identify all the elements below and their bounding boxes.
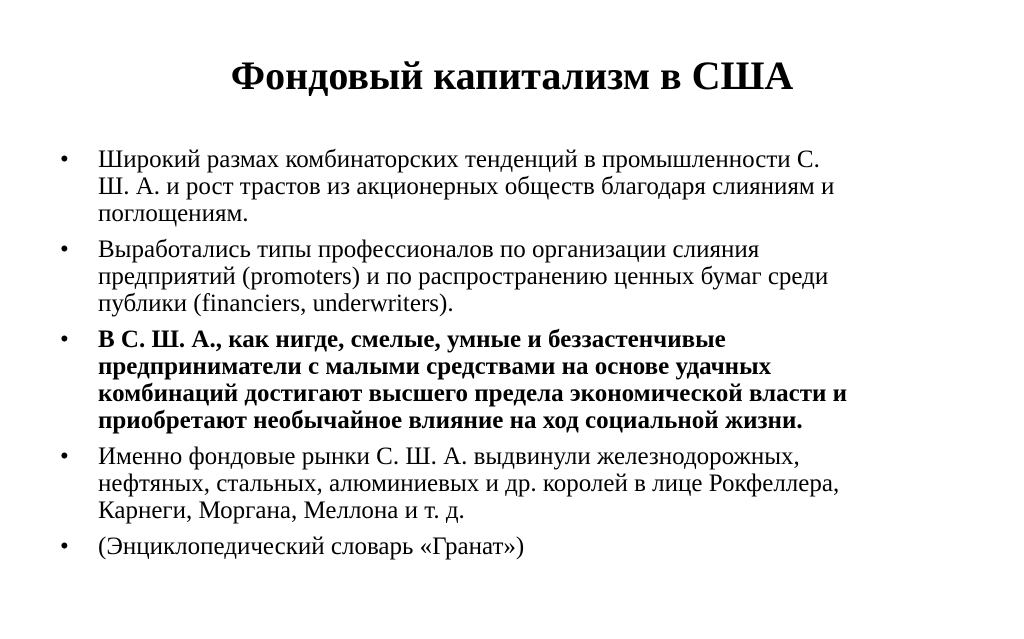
- bullet-line: поглощениям.: [98, 200, 249, 227]
- bullet-line: В С. Ш. А., как нигде, смелые, умные и беззастенчивые: [98, 326, 726, 353]
- bullet-marker: •: [60, 326, 69, 353]
- bullet-item-1: [60, 146, 960, 227]
- slide-title: Фондовый капитализм в США: [230, 53, 794, 98]
- bullet-marker: •: [60, 533, 69, 560]
- bullet-marker: •: [60, 146, 69, 173]
- bullet-line: Ш. А. и рост трастов из акционерных обществ благодаря слияниям и: [98, 173, 835, 200]
- bullet-line: приобретают необычайное влияние на ход социальной жизни.: [98, 407, 803, 434]
- bullet-marker: •: [60, 443, 69, 470]
- bullet-item-4: [60, 443, 960, 524]
- bullet-line: Широкий размах комбинаторских тенденций в промышленности С.: [98, 146, 820, 173]
- bullet-list: [60, 146, 960, 569]
- bullet-item-2: [60, 236, 960, 317]
- bullet-line: предприниматели с малыми средствами на основе удачных: [98, 353, 772, 380]
- bullet-item-3: [60, 326, 960, 434]
- bullet-line: (Энциклопедический словарь «Гранат»): [98, 533, 525, 560]
- bullet-line: публики (financiers, underwriters).: [98, 290, 454, 317]
- bullet-line: Карнеги, Моргана, Меллона и т. д.: [98, 497, 465, 524]
- bullet-marker: •: [60, 236, 69, 263]
- bullet-item-5: [60, 533, 960, 560]
- bullet-line: комбинаций достигают высшего предела экономической власти и: [98, 380, 848, 407]
- bullet-line: нефтяных, стальных, алюминиевых и др. королей в лице Рокфеллера,: [98, 470, 840, 497]
- bullet-line: предприятий (promoters) и по распространению ценных бумаг среди: [98, 263, 829, 290]
- bullet-line: Именно фондовые рынки С. Ш. А. выдвинули железнодорожных,: [98, 443, 800, 470]
- bullet-line: Выработались типы профессионалов по организации слияния: [98, 236, 760, 263]
